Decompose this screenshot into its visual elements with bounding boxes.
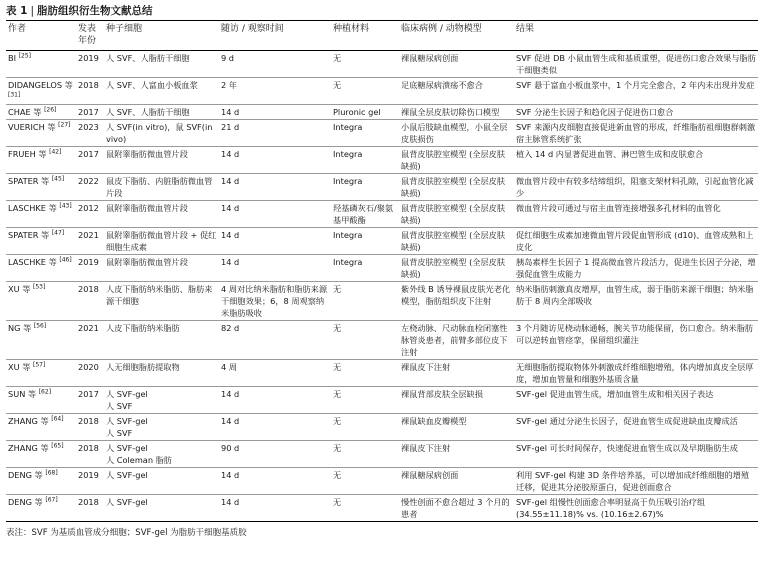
cell-year-text: 2021 (78, 323, 99, 333)
cell-author (6, 255, 76, 282)
table-body (6, 51, 758, 522)
cell-follow-up (219, 228, 331, 255)
cell-material (331, 105, 399, 120)
cell-follow-up-text: 9 d (221, 53, 235, 63)
cell-seed-cell-text: 人 SVF(in vitro)，鼠 SVF(in vivo) (106, 122, 213, 144)
cell-year-text: 2017 (78, 149, 99, 159)
cell-follow-up-text: 21 d (221, 122, 240, 132)
reference-marker: [25] (18, 52, 31, 60)
cell-year (76, 174, 104, 201)
cell-model (399, 414, 514, 441)
cell-seed-cell (104, 105, 219, 120)
document-page (6, 0, 758, 538)
cell-model-text: 慢性创面不愈合超过 3 个月的患者 (401, 497, 510, 519)
cell-result-text: 纳米脂肪刺激真皮增厚，血管生成，弱于脂肪来源干细胞；纳米脂肪于 8 周内全部吸收 (516, 284, 754, 306)
cell-model (399, 201, 514, 228)
table-row (6, 468, 758, 495)
cell-author (6, 321, 76, 360)
cell-material-text: 羟基磷灰石/聚氨基甲酸酯 (333, 203, 394, 225)
reference-marker: [45] (51, 175, 65, 183)
cell-result (514, 495, 758, 522)
cell-seed-cell-text: 人无细胞脂肪提取物 (106, 362, 180, 372)
cell-model-text: 左桡动脉、尺动脉血栓闭塞性脉管炎患者，前臂多部位皮下注射 (401, 323, 508, 357)
cell-model-text: 鼠背皮肤腔室模型 (全层皮肤缺损) (401, 176, 506, 198)
cell-follow-up-text: 14 d (221, 149, 240, 159)
cell-follow-up (219, 387, 331, 414)
cell-seed-cell-text: 鼠附睾脂肪微血管片段 (106, 203, 188, 213)
cell-model (399, 321, 514, 360)
cell-result (514, 228, 758, 255)
cell-material-text: 无 (333, 53, 342, 63)
table-row (6, 51, 758, 78)
cell-result (514, 468, 758, 495)
cell-result-text: SVF-gel 可长时间保存，快速促进血管生成以及早期脂肪生成 (516, 443, 738, 453)
cell-author-text: ZHANG 等 (8, 443, 49, 453)
reference-marker: [65] (51, 442, 64, 450)
cell-follow-up-text: 4 周对比纳米脂肪和脂肪来源干细胞效果；6，8 周观察纳米脂肪吸收 (221, 284, 328, 318)
cell-model-text: 裸鼠背部皮肤全层缺损 (401, 389, 483, 399)
cell-year (76, 441, 104, 468)
cell-follow-up-text: 14 d (221, 416, 240, 426)
cell-material-text: 无 (333, 362, 342, 372)
cell-seed-cell (104, 120, 219, 147)
cell-year-text: 2023 (78, 122, 99, 132)
cell-year (76, 321, 104, 360)
cell-material (331, 120, 399, 147)
cell-material (331, 441, 399, 468)
cell-result-text: 微血管片段中有较多结缔组织，阻塞支架材料孔隙，引起血管化减少 (516, 176, 754, 198)
cell-material (331, 282, 399, 321)
cell-seed-cell (104, 147, 219, 174)
cell-model-text: 鼠背皮肤腔室模型 (全层皮肤缺损) (401, 149, 506, 171)
cell-follow-up-text: 4 周 (221, 362, 237, 372)
cell-seed-cell (104, 201, 219, 228)
cell-model (399, 147, 514, 174)
cell-model (399, 120, 514, 147)
cell-year-text: 2018 (78, 416, 99, 426)
header-author: 作者 (8, 24, 27, 34)
cell-material-text: Pluronic gel (333, 107, 381, 117)
cell-follow-up (219, 282, 331, 321)
cell-material-text: Integra (333, 176, 363, 186)
cell-follow-up (219, 78, 331, 105)
cell-author-text: XU 等 (8, 284, 31, 294)
cell-seed-cell-text: 人 SVF-gel (106, 497, 148, 507)
cell-material-text: 无 (333, 80, 342, 90)
cell-year (76, 360, 104, 387)
table-header-row (6, 21, 758, 51)
reference-marker: [27] (58, 121, 71, 129)
cell-year-text: 2018 (78, 284, 99, 294)
table-row (6, 201, 758, 228)
cell-result (514, 414, 758, 441)
cell-year (76, 228, 104, 255)
cell-model (399, 387, 514, 414)
cell-year (76, 282, 104, 321)
cell-material-text: 无 (333, 389, 342, 399)
cell-material (331, 174, 399, 201)
cell-model-text: 裸鼠全层皮肤切除伤口模型 (401, 107, 500, 117)
cell-author (6, 228, 76, 255)
cell-result (514, 174, 758, 201)
cell-model (399, 360, 514, 387)
cell-material (331, 468, 399, 495)
cell-result-text: 无细胞脂肪提取物体外刺激成纤维细胞增殖，体内增加真皮全层厚度，增加血管量和细胞外基质含量 (516, 362, 754, 384)
cell-result (514, 120, 758, 147)
reference-marker: [47] (51, 229, 65, 237)
cell-model (399, 105, 514, 120)
cell-year (76, 387, 104, 414)
cell-model-text: 鼠背皮肤腔室模型 (全层皮肤缺损) (401, 257, 506, 279)
cell-result-text: 胰岛素样生长因子 1 提高微血管片段活力，促进生长因子分泌，增强促血管生成能力 (516, 257, 756, 279)
cell-seed-cell-text: 人 SVF、人脂肪干细胞 (106, 53, 190, 63)
cell-follow-up (219, 174, 331, 201)
cell-seed-cell (104, 414, 219, 441)
cell-follow-up-text: 14 d (221, 107, 240, 117)
table-row (6, 174, 758, 201)
cell-model-text: 鼠背皮肤腔室模型 (全层皮肤缺损) (401, 203, 506, 225)
cell-year (76, 51, 104, 78)
cell-author-text: DENG 等 (8, 497, 43, 507)
table-row (6, 255, 758, 282)
cell-result-text: 促红细胞生成素加速微血管片段促血管形成 (d10)、血管成熟和上皮化 (516, 230, 754, 252)
cell-material-text: 无 (333, 323, 342, 333)
table-row (6, 495, 758, 522)
cell-author-text: DENG 等 (8, 470, 43, 480)
cell-result (514, 147, 758, 174)
table-label: 表 1 (6, 5, 28, 17)
cell-follow-up-text: 14 d (221, 230, 240, 240)
cell-year (76, 78, 104, 105)
cell-material (331, 255, 399, 282)
cell-author (6, 360, 76, 387)
cell-material-text: 无 (333, 497, 342, 507)
cell-follow-up (219, 414, 331, 441)
table-row (6, 414, 758, 441)
header-result: 结果 (516, 24, 535, 34)
cell-model-text: 鼠背皮肤腔室模型 (全层皮肤缺损) (401, 230, 506, 252)
cell-author (6, 468, 76, 495)
cell-material (331, 414, 399, 441)
cell-author (6, 120, 76, 147)
cell-result-text: SVF-gel 组慢性创面愈合率明显高于负压吸引治疗组 (34.55±11.18)% vs. (10.16±2.67)% (516, 497, 706, 519)
cell-material-text: Integra (333, 257, 363, 267)
literature-summary-table (6, 21, 758, 522)
cell-year-text: 2019 (78, 257, 99, 267)
cell-material-text: Integra (333, 230, 363, 240)
cell-model-text: 紫外线 B 诱导裸鼠皮肤光老化模型，脂肪组织皮下注射 (401, 284, 511, 306)
table-row (6, 282, 758, 321)
cell-seed-cell (104, 282, 219, 321)
cell-result-text: 3 个月随访见桡动脉通畅，腕关节功能保留，伤口愈合。纳米脂肪可以逆转血管痉挛，保留组织灌注 (516, 323, 754, 345)
cell-seed-cell (104, 78, 219, 105)
caption-separator: | (30, 5, 35, 17)
table-row (6, 387, 758, 414)
cell-result (514, 51, 758, 78)
cell-follow-up-text: 14 d (221, 257, 240, 267)
cell-material-text: Integra (333, 122, 363, 132)
cell-result (514, 255, 758, 282)
table-row (6, 78, 758, 105)
header-year: 发表年份 (78, 24, 97, 46)
cell-follow-up-text: 82 d (221, 323, 240, 333)
cell-year-text: 2012 (78, 203, 99, 213)
cell-year-text: 2020 (78, 362, 99, 372)
cell-author (6, 282, 76, 321)
cell-seed-cell-text: 人 SVF-gel 人 SVF (106, 416, 148, 438)
cell-seed-cell-text: 鼠附睾脂肪微血管片段 + 促红细胞生成素 (106, 230, 217, 252)
reference-marker: [64] (51, 415, 64, 423)
cell-follow-up (219, 255, 331, 282)
header-follow-up: 随访 / 观察时间 (221, 24, 284, 34)
table-caption (6, 2, 758, 20)
cell-material-text: Integra (333, 149, 363, 159)
cell-author-text: CHAE 等 (8, 107, 42, 117)
cell-material (331, 147, 399, 174)
reference-marker: [31] (8, 91, 21, 99)
cell-author (6, 387, 76, 414)
cell-model (399, 228, 514, 255)
cell-follow-up-text: 14 d (221, 176, 240, 186)
cell-year (76, 105, 104, 120)
cell-year (76, 201, 104, 228)
cell-model (399, 174, 514, 201)
cell-year (76, 120, 104, 147)
cell-material-text: 无 (333, 470, 342, 480)
cell-result-text: 微血管片段可通过与宿主血管连接增强多孔材料的血管化 (516, 203, 721, 213)
reference-marker: [56] (33, 322, 47, 330)
cell-seed-cell-text: 人 SVF-gel 人 Coleman 脂肪 (106, 443, 172, 465)
table-row (6, 228, 758, 255)
reference-marker: [42] (49, 148, 62, 156)
cell-author (6, 147, 76, 174)
reference-marker: [62] (38, 388, 52, 396)
cell-material (331, 321, 399, 360)
cell-author (6, 78, 76, 105)
cell-seed-cell (104, 387, 219, 414)
cell-result (514, 441, 758, 468)
cell-year-text: 2017 (78, 107, 99, 117)
cell-result (514, 387, 758, 414)
cell-seed-cell-text: 鼠附睾脂肪微血管片段 (106, 257, 188, 267)
cell-model-text: 裸鼠皮下注射 (401, 443, 451, 453)
table-title: 脂肪组织衍生物文献总结 (37, 5, 153, 17)
table-row (6, 321, 758, 360)
cell-result-text: SVF-gel 通过分泌生长因子，促进血管生成促进缺血皮瓣成活 (516, 416, 738, 426)
cell-seed-cell (104, 51, 219, 78)
cell-follow-up-text: 2 年 (221, 80, 237, 90)
cell-follow-up (219, 468, 331, 495)
cell-model-text: 裸鼠糖尿病创面 (401, 470, 459, 480)
cell-year (76, 414, 104, 441)
reference-marker: [53] (33, 283, 46, 291)
cell-material-text: 无 (333, 416, 342, 426)
table-row (6, 105, 758, 120)
reference-marker: [67] (45, 496, 58, 504)
cell-year-text: 2022 (78, 176, 99, 186)
cell-material (331, 51, 399, 78)
cell-seed-cell (104, 255, 219, 282)
cell-seed-cell (104, 360, 219, 387)
cell-result-text: SVF 促进 DB 小鼠血管生成和基质重塑，促进伤口愈合效果与脂肪干细胞类似 (516, 53, 756, 75)
cell-result (514, 105, 758, 120)
cell-author-text: LASCHKE 等 (8, 203, 57, 213)
cell-year-text: 2018 (78, 80, 99, 90)
cell-author-text: LASCHKE 等 (8, 257, 57, 267)
reference-marker: [26] (44, 106, 57, 114)
cell-year-text: 2021 (78, 230, 99, 240)
cell-result (514, 78, 758, 105)
cell-year (76, 468, 104, 495)
cell-seed-cell-text: 人 SVF-gel (106, 470, 148, 480)
cell-year-text: 2018 (78, 443, 99, 453)
cell-result-text: SVF 来源内皮细胞直接促进新血管的形成，纤维脂肪祖细胞群刺激宿主脉管系统扩张 (516, 122, 756, 144)
cell-model (399, 441, 514, 468)
cell-seed-cell-text: 人皮下脂肪纳米脂肪 (106, 323, 180, 333)
cell-seed-cell (104, 228, 219, 255)
cell-follow-up (219, 201, 331, 228)
cell-author (6, 495, 76, 522)
cell-model-text: 裸鼠糖尿病创面 (401, 53, 459, 63)
cell-author (6, 174, 76, 201)
cell-seed-cell (104, 468, 219, 495)
cell-author (6, 105, 76, 120)
cell-result-text: SVF 分泌生长因子和趋化因子促进伤口愈合 (516, 107, 674, 117)
cell-follow-up (219, 441, 331, 468)
cell-follow-up (219, 321, 331, 360)
cell-material-text: 无 (333, 443, 342, 453)
cell-follow-up-text: 14 d (221, 203, 240, 213)
table-row (6, 120, 758, 147)
cell-follow-up-text: 14 d (221, 389, 240, 399)
table-note: 表注：SVF 为基质血管成分细胞；SVF-gel 为脂肪干细胞基质胶 (6, 528, 247, 538)
reference-marker: [46] (59, 256, 72, 264)
cell-seed-cell-text: 鼠附睾脂肪微血管片段 (106, 149, 188, 159)
reference-marker: [68] (45, 469, 58, 477)
cell-result (514, 201, 758, 228)
cell-author (6, 51, 76, 78)
cell-follow-up (219, 495, 331, 522)
cell-result (514, 282, 758, 321)
cell-author (6, 201, 76, 228)
cell-author-text: SPATER 等 (8, 176, 50, 186)
cell-result-text: SVF 悬于富血小板血浆中，1 个月完全愈合，2 年内未出现并发症 (516, 80, 755, 90)
cell-author-text: VUERICH 等 (8, 122, 56, 132)
cell-seed-cell-text: 鼠皮下脂肪、内脏脂肪微血管片段 (106, 176, 213, 198)
table-row (6, 441, 758, 468)
cell-material (331, 495, 399, 522)
header-seed-cell: 种子细胞 (106, 24, 143, 34)
cell-model-text: 裸鼠缺血皮瓣模型 (401, 416, 467, 426)
cell-model (399, 255, 514, 282)
cell-year (76, 147, 104, 174)
header-model: 临床病例 / 动物模型 (401, 24, 482, 34)
cell-material (331, 360, 399, 387)
cell-model (399, 78, 514, 105)
cell-follow-up (219, 105, 331, 120)
header-material: 种植材料 (333, 24, 370, 34)
cell-material (331, 228, 399, 255)
cell-seed-cell (104, 495, 219, 522)
cell-model (399, 468, 514, 495)
cell-author-text: NG 等 (8, 323, 32, 333)
cell-author (6, 441, 76, 468)
cell-year (76, 255, 104, 282)
cell-author-text: ZHANG 等 (8, 416, 49, 426)
cell-year-text: 2019 (78, 53, 99, 63)
cell-model-text: 小鼠后肢缺血模型，小鼠全层皮肤损伤 (401, 122, 508, 144)
reference-marker: [43] (59, 202, 72, 210)
cell-result-text: 植入 14 d 内显著促进血管、淋巴管生成和皮肤愈合 (516, 149, 704, 159)
cell-seed-cell (104, 441, 219, 468)
cell-material (331, 201, 399, 228)
cell-seed-cell (104, 174, 219, 201)
table-row (6, 147, 758, 174)
cell-model (399, 51, 514, 78)
cell-seed-cell-text: 人皮下脂肪纳米脂肪、脂肪来源干细胞 (106, 284, 213, 306)
cell-model (399, 282, 514, 321)
cell-author-text: SPATER 等 (8, 230, 50, 240)
reference-marker: [57] (33, 361, 46, 369)
cell-follow-up (219, 147, 331, 174)
cell-follow-up (219, 360, 331, 387)
cell-author-text: SUN 等 (8, 389, 37, 399)
cell-seed-cell-text: 人 SVF、人富血小板血浆 (106, 80, 198, 90)
cell-year-text: 2017 (78, 389, 99, 399)
cell-model (399, 495, 514, 522)
cell-author-text: DIDANGELOS 等 (8, 80, 73, 90)
cell-author-text: FRUEH 等 (8, 149, 47, 159)
cell-material (331, 78, 399, 105)
cell-author-text: BI (8, 53, 17, 63)
cell-model-text: 足底糖尿病溃疡不愈合 (401, 80, 483, 90)
table-row (6, 360, 758, 387)
cell-follow-up (219, 120, 331, 147)
cell-result-text: 利用 SVF-gel 构建 3D 条件培养基，可以增加成纤维细胞的增殖迁移，促进其分泌胶原蛋白，促进创面愈合 (516, 470, 750, 492)
cell-seed-cell (104, 321, 219, 360)
cell-seed-cell-text: 人 SVF、人脂肪干细胞 (106, 107, 190, 117)
cell-year-text: 2019 (78, 470, 99, 480)
cell-year (76, 495, 104, 522)
cell-model-text: 裸鼠皮下注射 (401, 362, 451, 372)
cell-year-text: 2018 (78, 497, 99, 507)
cell-follow-up-text: 14 d (221, 470, 240, 480)
cell-follow-up (219, 51, 331, 78)
cell-result (514, 321, 758, 360)
cell-material-text: 无 (333, 284, 342, 294)
cell-result (514, 360, 758, 387)
cell-material (331, 387, 399, 414)
cell-result-text: SVF-gel 促进血管生成，增加血管生成和相关因子表达 (516, 389, 714, 399)
cell-author-text: XU 等 (8, 362, 31, 372)
cell-follow-up-text: 14 d (221, 497, 240, 507)
cell-seed-cell-text: 人 SVF-gel 人 SVF (106, 389, 148, 411)
cell-follow-up-text: 90 d (221, 443, 240, 453)
cell-author (6, 414, 76, 441)
